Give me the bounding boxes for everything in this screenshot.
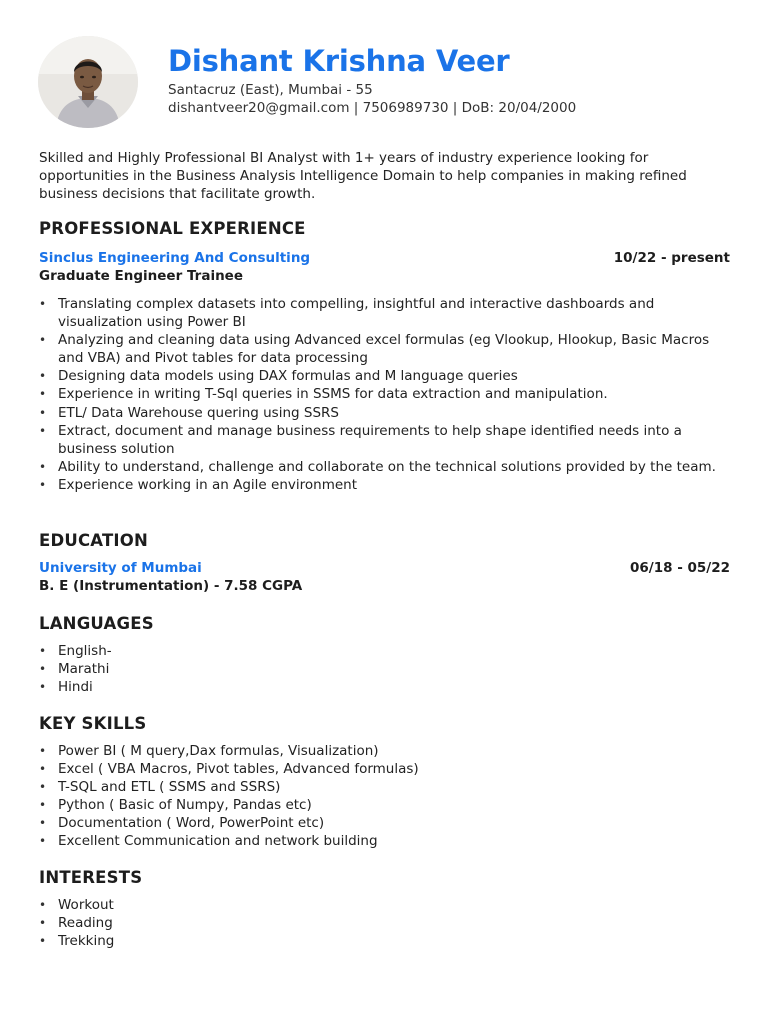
list-item: • Power BI ( M query,Dax formulas, Visualization) [39, 742, 731, 760]
list-item: • Ability to understand, challenge and collaborate on the technical solutions provided by the team. [39, 458, 731, 476]
institution-name: University of Mumbai [39, 560, 202, 576]
list-item: • Extract, document and manage business requirements to help shape identified needs into a business solution [39, 422, 731, 458]
list-item: • Reading [39, 914, 731, 932]
company-name: Sinclus Engineering And Consulting [39, 250, 311, 266]
list-item: • English- [39, 642, 731, 660]
list-item: • Python ( Basic of Numpy, Pandas etc) [39, 796, 731, 814]
list-item: • Trekking [39, 932, 731, 950]
list-item: • Workout [39, 896, 731, 914]
list-item: • Marathi [39, 660, 731, 678]
section-heading-interests: INTERESTS [39, 868, 143, 887]
interests-list [39, 896, 731, 950]
list-item: • Experience in writing T-Sql queries in SSMS for data extraction and manipulation. [39, 385, 731, 403]
list-item: • Hindi [39, 678, 731, 696]
profile-photo-image [38, 36, 138, 128]
profile-photo [38, 36, 138, 128]
section-heading-skills: KEY SKILLS [39, 714, 147, 733]
languages-list [39, 642, 731, 696]
list-item: • Excellent Communication and network building [39, 832, 731, 850]
contact-info: dishantveer20@gmail.com | 7506989730 | DoB: 20/04/2000 [168, 100, 577, 116]
list-item: • Analyzing and cleaning data using Advanced excel formulas (eg Vlookup, Hlookup, Basic Macros and VBA) and Pivot tables for data processing [39, 331, 731, 367]
section-heading-education: EDUCATION [39, 531, 148, 550]
education-dates: 06/18 - 05/22 [629, 560, 730, 576]
list-item: • Translating complex datasets into compelling, insightful and interactive dashboards and visualization using Power BI [39, 295, 731, 331]
list-item: • Designing data models using DAX formulas and M language queries [39, 367, 731, 385]
job-title: Graduate Engineer Trainee [39, 268, 243, 284]
list-item: • Documentation ( Word, PowerPoint etc) [39, 814, 731, 832]
address: Santacruz (East), Mumbai - 55 [168, 82, 373, 98]
experience-dates: 10/22 - present [613, 250, 730, 266]
degree: B. E (Instrumentation) - 7.58 CGPA [39, 578, 303, 594]
experience-bullets [39, 295, 731, 494]
profile-summary: Skilled and Highly Professional BI Analyst with 1+ years of industry experience looking for opportunities in the Business Analysis Intelligence Domain to help companies in making refined business decisions that facilitate growth. [39, 150, 687, 202]
candidate-name: Dishant Krishna Veer [168, 44, 510, 78]
list-item: • T-SQL and ETL ( SSMS and SSRS) [39, 778, 731, 796]
list-item: • Experience working in an Agile environment [39, 476, 731, 494]
skills-list [39, 742, 731, 851]
list-item: • ETL/ Data Warehouse quering using SSRS [39, 404, 731, 422]
section-heading-experience: PROFESSIONAL EXPERIENCE [39, 219, 306, 238]
section-heading-languages: LANGUAGES [39, 614, 154, 633]
list-item: • Excel ( VBA Macros, Pivot tables, Advanced formulas) [39, 760, 731, 778]
